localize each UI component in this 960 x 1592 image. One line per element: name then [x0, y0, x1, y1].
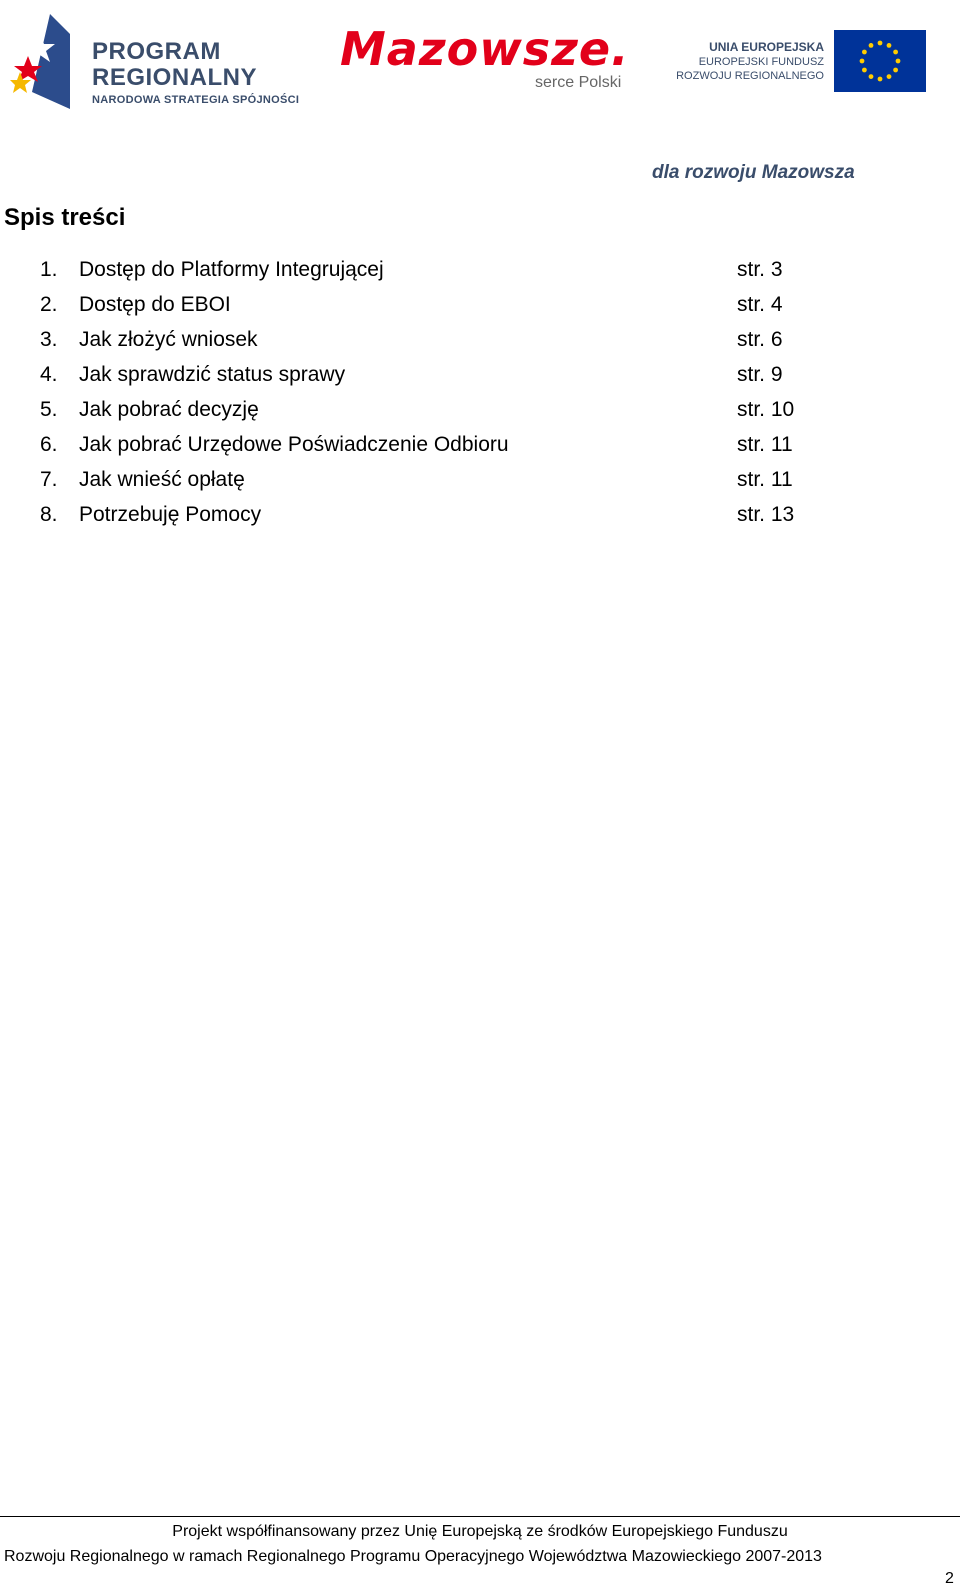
- toc-item-number: 8.: [40, 503, 58, 526]
- toc-item: [0, 293, 960, 328]
- page-header: [0, 0, 960, 200]
- eu-logo: [672, 30, 932, 100]
- toc-item-title: Jak złożyć wniosek: [79, 328, 258, 351]
- program-logo-line1: PROGRAM: [92, 38, 221, 65]
- eu-star-icon: [869, 43, 874, 48]
- toc-item-number: 7.: [40, 468, 58, 491]
- toc-title: Spis treści: [4, 204, 126, 231]
- toc-item: [0, 258, 960, 293]
- toc-item-title: Potrzebuję Pomocy: [79, 503, 262, 526]
- eu-logo-line3: ROZWOJU REGIONALNEGO: [676, 70, 824, 82]
- program-regionalny-mark-icon: [10, 14, 72, 109]
- toc-item: [0, 363, 960, 398]
- eu-star-icon: [896, 59, 901, 64]
- toc-item-number: 3.: [40, 328, 58, 351]
- toc-item-page: str. 10: [737, 398, 795, 421]
- eu-star-icon: [893, 50, 898, 55]
- toc-item-number: 6.: [40, 433, 58, 456]
- eu-star-icon: [862, 68, 867, 73]
- toc-item: [0, 328, 960, 363]
- toc-item-page: str. 6: [737, 328, 783, 351]
- program-regionalny-logo: [10, 14, 300, 109]
- program-logo-line2: REGIONALNY: [92, 64, 258, 91]
- toc-item-number: 5.: [40, 398, 58, 421]
- toc-item: [0, 398, 960, 433]
- page-number: 2: [945, 1570, 954, 1587]
- eu-star-icon: [862, 50, 867, 55]
- slogan: dla rozwoju Mazowsza: [652, 162, 855, 183]
- toc-item: [0, 468, 960, 503]
- eu-star-icon: [878, 41, 883, 46]
- toc-item: [0, 433, 960, 468]
- eu-logo-line2: EUROPEJSKI FUNDUSZ: [698, 56, 824, 68]
- footer-divider: [0, 1516, 960, 1517]
- toc-item-title: Jak pobrać Urzędowe Poświadczenie Odbioru: [79, 433, 509, 456]
- toc-item-page: str. 11: [737, 433, 793, 456]
- eu-star-icon: [893, 68, 898, 73]
- eu-logo-line1: UNIA EUROPEJSKA: [709, 40, 824, 54]
- toc-item-page: str. 13: [737, 503, 795, 526]
- toc-item-title: Dostęp do EBOI: [79, 293, 231, 316]
- toc-item-page: str. 9: [737, 363, 783, 386]
- mazowsze-logo: [340, 22, 640, 97]
- toc-item-title: Jak pobrać decyzję: [79, 398, 259, 421]
- toc-item-number: 4.: [40, 363, 58, 386]
- toc-item-number: 1.: [40, 258, 58, 281]
- eu-star-icon: [869, 74, 874, 79]
- mazowsze-logo-word: Mazowsze.: [340, 22, 630, 76]
- toc-item-title: Dostęp do Platformy Integrującej: [79, 258, 384, 281]
- toc-item-page: str. 3: [737, 258, 783, 281]
- eu-star-icon: [878, 77, 883, 82]
- eu-flag-icon: [834, 30, 926, 92]
- toc-item-title: Jak sprawdzić status sprawy: [79, 363, 346, 386]
- mazowsze-logo-sub: serce Polski: [535, 74, 622, 91]
- toc-item: [0, 503, 960, 538]
- toc-item-title: Jak wnieść opłatę: [79, 468, 245, 491]
- toc-item-number: 2.: [40, 293, 58, 316]
- footer-line2: Rozwoju Regionalnego w ramach Regionalnego Programu Operacyjnego Województwa Mazowieckiego 2007-2013: [4, 1548, 822, 1565]
- eu-star-icon: [887, 43, 892, 48]
- eu-star-icon: [860, 59, 865, 64]
- toc-item-page: str. 11: [737, 468, 793, 491]
- toc-item-page: str. 4: [737, 293, 783, 316]
- program-logo-line3: NARODOWA STRATEGIA SPÓJNOŚCI: [92, 94, 300, 106]
- footer-line1: Projekt współfinansowany przez Unię Europejską ze środków Europejskiego Funduszu: [172, 1523, 788, 1540]
- eu-star-icon: [887, 74, 892, 79]
